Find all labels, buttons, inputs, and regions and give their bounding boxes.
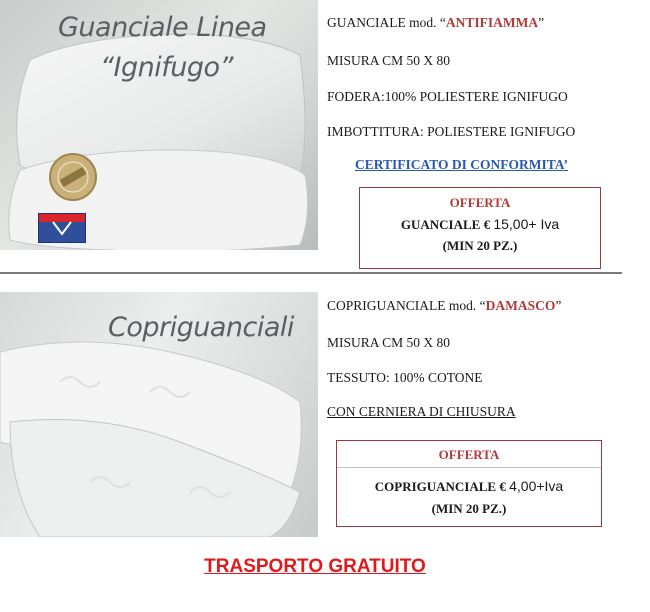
trevira-mark-icon — [39, 214, 85, 242]
product2-name-suffix: ” — [555, 298, 562, 313]
product1-title-line1: Guanciale Linea — [58, 12, 267, 43]
certification-badge — [48, 152, 98, 202]
trevira-logo — [38, 213, 86, 243]
product1-model: ANTIFIAMMA — [445, 15, 539, 30]
pillow-photo-ignifugo — [0, 0, 318, 250]
product1-lining: FODERA:100% POLIESTERE IGNIFUGO — [327, 89, 568, 104]
product2-offer-box — [336, 440, 602, 527]
product2-offer-label: COPRIGUANCIALE € — [374, 479, 506, 494]
product2-model-line — [327, 298, 561, 314]
product2-size: MISURA CM 50 X 80 — [327, 335, 451, 350]
product2-title: Copriguanciali — [108, 312, 294, 343]
free-shipping-banner: TRASPORTO GRATUITO — [204, 556, 426, 577]
product2-model: DAMASCO — [485, 298, 556, 313]
product1-model-line — [327, 15, 544, 31]
product2-offer-heading: OFFERTA — [438, 447, 500, 462]
product1-size: MISURA CM 50 X 80 — [327, 53, 451, 68]
product1-offer-price: 15,00+ Iva — [493, 216, 560, 232]
product1-offer-heading: OFFERTA — [449, 195, 511, 210]
product2-offer-price: 4,00+Iva — [509, 478, 564, 494]
product1-name-prefix: GUANCIALE mod. “ — [327, 15, 446, 30]
section-divider — [0, 272, 622, 274]
product2-offer-minimum: (MIN 20 PZ.) — [431, 501, 507, 516]
product1-offer-box — [359, 187, 601, 269]
product1-title-line2: “Ignifugo” — [100, 52, 233, 83]
product1-name-suffix: ” — [538, 15, 545, 30]
offer-separator — [337, 467, 601, 468]
product1-offer-label: GUANCIALE € — [400, 217, 491, 232]
product2-offer-price-line — [337, 478, 601, 495]
product2-fabric: TESSUTO: 100% COTONE — [327, 370, 483, 385]
product1-offer-price-line — [360, 216, 600, 233]
product1-filling: IMBOTTITURA: POLIESTERE IGNIFUGO — [327, 124, 576, 139]
product2-name-prefix: COPRIGUANCIALE mod. “ — [327, 298, 486, 313]
pillowcase-photo-damasco — [0, 292, 318, 537]
certificate-link[interactable]: CERTIFICATO DI CONFORMITA’ — [355, 157, 569, 172]
product1-offer-minimum: (MIN 20 PZ.) — [442, 238, 518, 253]
product2-closure: CON CERNIERA DI CHIUSURA — [327, 404, 516, 419]
seal-icon — [48, 152, 98, 202]
